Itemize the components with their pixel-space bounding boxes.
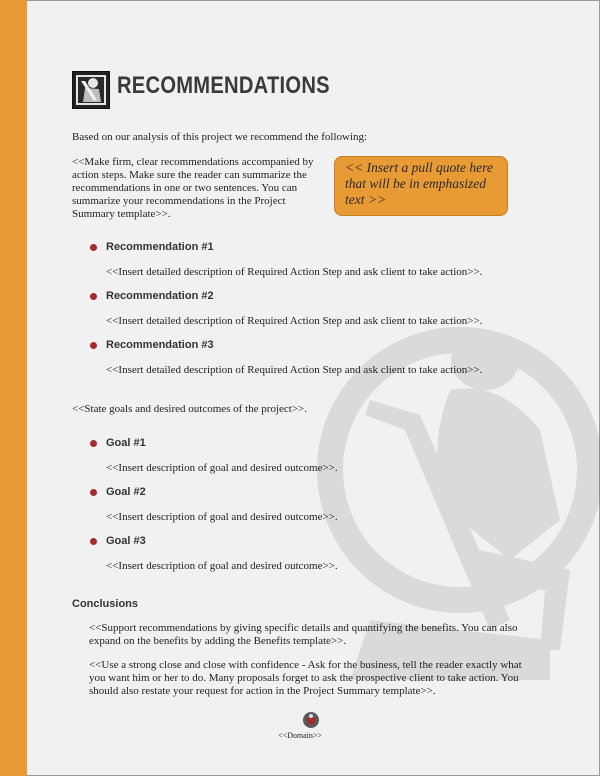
recommendation-description: <<Insert detailed description of Required Action Step and ask client to take action>>. [106, 315, 483, 327]
recommendation-label: Recommendation #2 [106, 290, 214, 302]
recommendation-label: Recommendation #1 [106, 241, 214, 253]
recommendation-description: <<Insert detailed description of Required Action Step and ask client to take action>>. [106, 266, 483, 278]
footer-domain-text: <<Domain>> [278, 731, 322, 740]
worker-icon [72, 71, 110, 109]
bullet-icon [90, 342, 97, 349]
recommendation-description: <<Insert detailed description of Required Action Step and ask client to take action>>. [106, 364, 483, 376]
goal-label: Goal #2 [106, 486, 146, 498]
recommendation-label: Recommendation #3 [106, 339, 214, 351]
page-title: RECOMMENDATIONS [117, 72, 330, 99]
bullet-icon [90, 244, 97, 251]
intro-text: Based on our analysis of this project we recommend the following: [72, 131, 368, 143]
bullet-icon [90, 538, 97, 545]
footer-logo-icon [302, 711, 320, 729]
side-stripe [0, 0, 27, 776]
goal-label: Goal #1 [106, 437, 146, 449]
bullet-icon [90, 489, 97, 496]
goal-description: <<Insert description of goal and desired outcome>>. [106, 462, 338, 474]
conclusion-paragraph: <<Use a strong close and close with confidence - Ask for the business, tell the reader exactly what you want him or her to do. Many proposals forget to ask the prospective client to take action. You should also restate your request for action in the Project Summary template>>. [89, 659, 522, 697]
bullet-icon [90, 293, 97, 300]
goal-label: Goal #3 [106, 535, 146, 547]
goals-lead-text: <<State goals and desired outcomes of the project>>. [72, 403, 307, 415]
bullet-icon [90, 440, 97, 447]
pull-quote-box: << Insert a pull quote here that will be in emphasized text >> [334, 156, 508, 216]
lead-paragraph: <<Make firm, clear recommendations accompanied by action steps. Make sure the reader can summarize the recommendations in one or two sentences. You can summarize your recommendations in the Project Summary template>>. [72, 156, 314, 220]
goal-description: <<Insert description of goal and desired outcome>>. [106, 560, 338, 572]
goal-description: <<Insert description of goal and desired outcome>>. [106, 511, 338, 523]
conclusions-heading: Conclusions [72, 598, 139, 610]
conclusion-paragraph: <<Support recommendations by giving specific details and quantifying the benefits. You can also expand on the benefits by adding the Benefits template>>. [89, 622, 518, 647]
